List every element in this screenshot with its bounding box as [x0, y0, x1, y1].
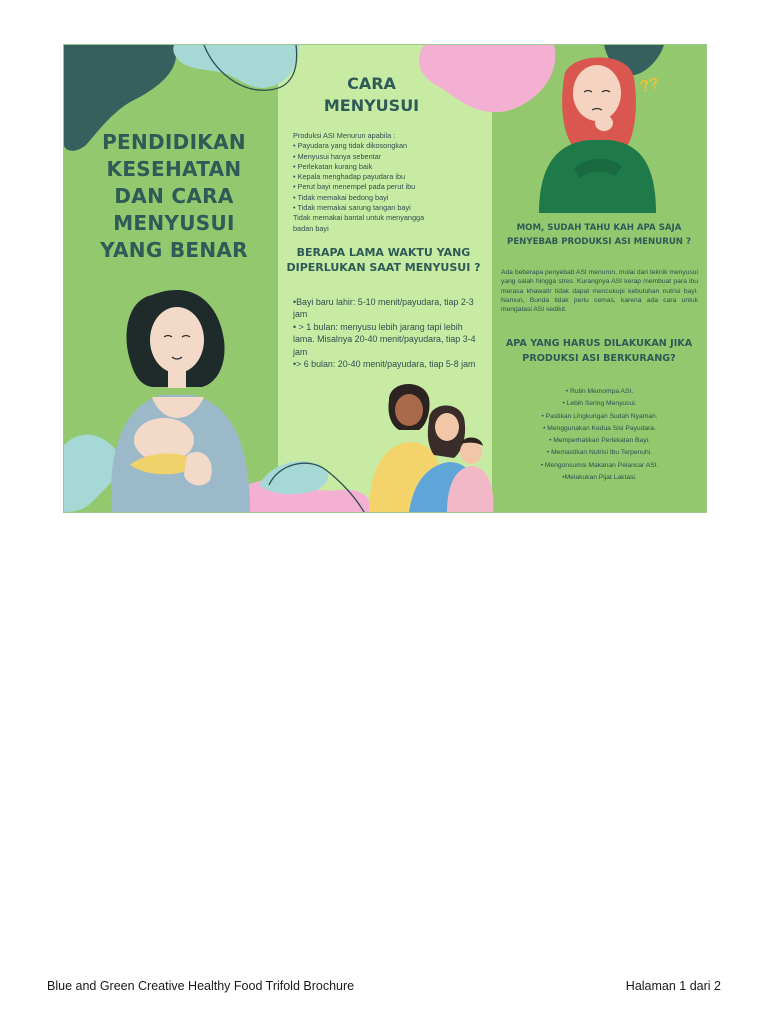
intro-line: • Kepala menghadap payudara ibu [293, 172, 406, 182]
light-blue-blob-bottom-mid [259, 461, 328, 494]
trifold-brochure [63, 44, 707, 513]
intro-line: • Payudara yang tidak dikosongkan [293, 141, 408, 151]
intro-line: • Menyusui hanya sebentar [293, 151, 382, 161]
duration-list [293, 296, 479, 370]
tip-item: • Mengonsumsi Makanan Pelancar ASI. [540, 461, 659, 469]
cara-title-line1: CARA [347, 74, 396, 93]
mom-explanation-text: Ada beberapa penyebab ASI menurun, mulai dari teknik menyusui yang salah hingga stres. Kurangnya ASI kerap membuat para ibu merasa khawatir tidak dapat mencukupi kebutuhan nutrisi bayi. Namun, Bunda tidak perlu cemas, karena ada cara untuk mengatasi ASI sedikit. [501, 269, 698, 314]
tip-item: • Rutin Memompa ASI. [565, 388, 634, 395]
document-title: Blue and Green Creative Healthy Food Trifold Brochure [47, 979, 355, 993]
tip-item: • Memperhatikan Perlekatan Bayi. [549, 437, 650, 445]
light-blue-blob-top [173, 45, 299, 88]
duration-title: BERAPA LAMA WAKTU YANG DIPERLUKAN SAAT MENYUSUI ? [286, 246, 481, 274]
page-indicator: Halaman 1 dari 2 [625, 979, 721, 993]
intro-line: • Tidak memakai bedong bayi [293, 192, 389, 202]
tip-item: • Pastikan Lingkungan Sudah Nyaman. [541, 412, 658, 420]
thinking-woman-illustration [534, 48, 664, 213]
duration-item: •> 6 bulan: 20-40 menit/payudara, tiap 5-8 jam [293, 359, 476, 370]
intro-line: • Perlekatan kurang baik [293, 161, 373, 171]
question-marks: ?? [638, 74, 662, 97]
cara-title-line2: MENYUSUI [323, 96, 420, 115]
family-illustration [369, 380, 509, 512]
intro-line: Produksi ASI Menurun apabila : [293, 131, 396, 140]
tips-title: APA YANG HARUS DILAKUKAN JIKA PRODUKSI ASI BERKURANG? [505, 338, 693, 364]
cara-menyusui-title [299, 73, 444, 117]
brochure-main-title: PENDIDIKAN KESEHATAN DAN CARA MENYUSUI YANG BENAR [100, 130, 248, 262]
tip-item: • Lebih Sering Menyusui. [562, 400, 637, 408]
intro-line: • Perut bayi menempel pada perut ibu [293, 182, 416, 192]
breastfeeding-mother-illustration [92, 285, 262, 512]
tip-item: • Memastikan Nutrisi Ibu Terpenuhi. [546, 449, 653, 457]
intro-line: • Tidak memakai sarung tangan bayi [293, 203, 411, 213]
asi-decrease-causes [293, 131, 473, 234]
tips-list [501, 386, 698, 484]
tip-item: •Melakukan Pijat Laktasi. [562, 474, 637, 482]
mom-question-title: MOM, SUDAH TAHU KAH APA SAJA PENYEBAB PRODUKSI ASI MENURUN ? [507, 223, 691, 247]
intro-line: Tidak memakai bantal untuk menyangga [293, 213, 425, 223]
intro-line: badan bayi [293, 223, 329, 233]
duration-item: •Bayi baru lahir: 5-10 menit/payudara, tiap 2-3 jam [293, 297, 474, 320]
duration-item: • > 1 bulan: menyusu lebih jarang tapi lebih lama. Misalnya 20-40 menit/payudara, tiap 3-4 jam [293, 321, 476, 357]
tip-item: • Menggunakan Kedua Sisi Payudara. [543, 424, 656, 432]
